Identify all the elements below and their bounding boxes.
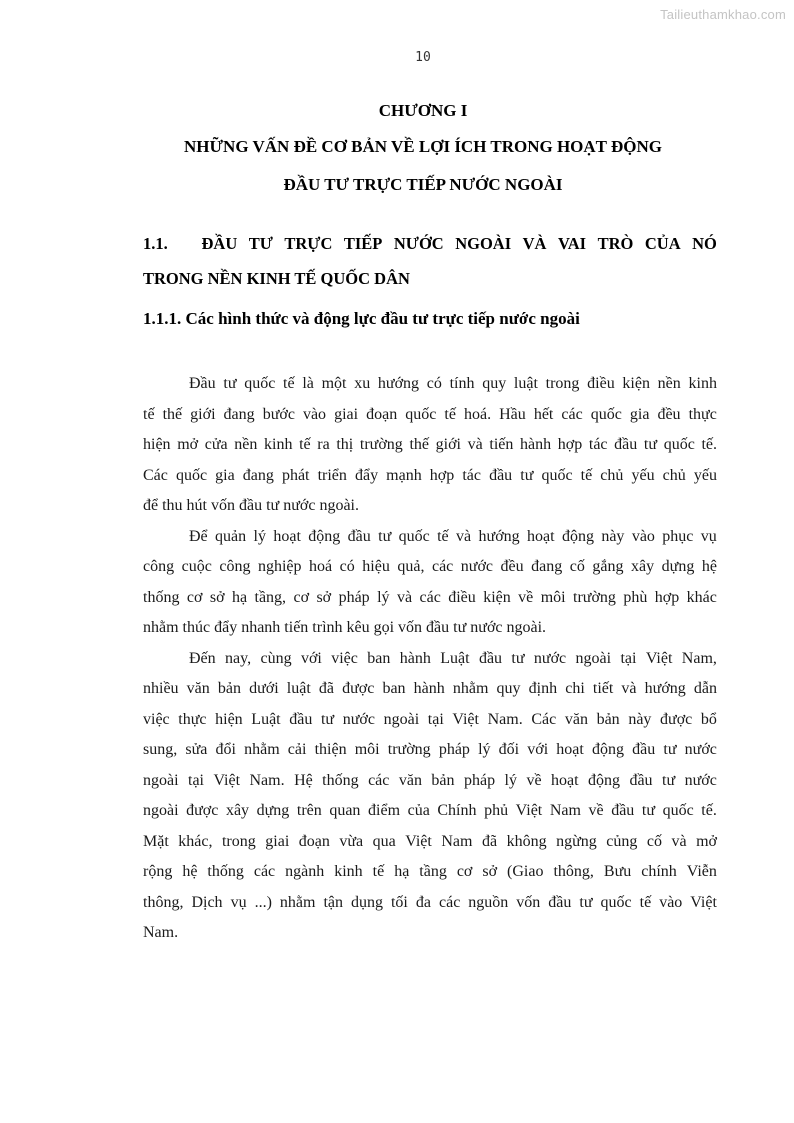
body-line: nhằm thúc đẩy nhanh tiến trình kêu gọi vốn đầu tư nước ngoài.	[143, 619, 547, 636]
section-1-heading-word: VAI	[557, 234, 587, 253]
body-line: thông, Dịch vụ ...) nhằm tận dụng tối đa các nguồn vốn đầu tư quốc tế vào Việt	[143, 893, 717, 911]
body-line: việc thực hiện Luật đầu tư nước ngoài tại Việt Nam. Các văn bản này được bổ	[143, 710, 717, 728]
section-1-heading-line1	[143, 226, 717, 261]
body-line: Mặt khác, trong giai đoạn vừa qua Việt Nam đã không ngừng củng cố và mở	[143, 832, 717, 850]
section-1-heading-word: NGOÀI	[455, 234, 512, 253]
body-line: ngoài được xây dựng trên quan điểm của Chính phủ Việt Nam về đầu tư quốc tế.	[143, 802, 717, 819]
chapter-subtitle-line2: ĐẦU TƯ TRỰC TIẾP NƯỚC NGOÀI	[283, 175, 563, 194]
body-line: công cuộc công nghiệp hoá có hiệu quả, các nước đều đang cố gắng xây dựng hệ	[143, 558, 717, 575]
section-1-heading-word: TIẾP	[343, 234, 383, 253]
body-line: ngoài tại Việt Nam. Hệ thống các văn bản pháp lý về hoạt động đầu tư nước	[143, 771, 717, 789]
section-1-number: 1.1.	[143, 234, 168, 253]
section-1-heading-word: ĐẦU	[201, 234, 238, 253]
chapter-title: CHƯƠNG I	[378, 101, 468, 120]
section-1-heading-word: TRÒ	[597, 234, 634, 253]
body-line: tế thế giới đang bước vào giai đoạn quốc tế hoá. Hầu hết các quốc gia đều thực	[143, 405, 717, 423]
body-line: sung, sửa đổi nhằm cải thiện môi trường pháp lý đối với hoạt động đầu tư nước	[143, 741, 717, 758]
body-line: Đến nay, cùng với việc ban hành Luật đầu tư nước ngoài tại Việt Nam,	[189, 649, 717, 667]
section-1-heading-word: NÓ	[692, 234, 717, 253]
chapter-subtitle-line1: NHỮNG VẤN ĐỀ CƠ BẢN VỀ LỢI ÍCH TRONG HOẠT ĐỘNG	[184, 137, 662, 156]
section-1-heading-word: TRỰC	[284, 234, 333, 253]
body-line: Các quốc gia đang phát triển đẩy mạnh hợp tác đầu tư quốc tế chủ yếu chủ yếu	[143, 466, 717, 484]
page-number: 10	[415, 50, 431, 65]
section-1-heading	[143, 226, 717, 296]
body-line: thống cơ sở hạ tầng, cơ sở pháp lý và các điều kiện về môi trường phù hợp khác	[143, 588, 717, 606]
watermark-text: Tailieuthamkhao.com	[660, 7, 786, 22]
section-1-heading-word: TƯ	[248, 234, 273, 253]
section-1-heading-word: CỦA	[644, 234, 681, 253]
section-1-1-1-heading: 1.1.1. Các hình thức và động lực đầu tư trực tiếp nước ngoài	[143, 309, 580, 328]
body-line: nhiều văn bản dưới luật đã được ban hành nhằm quy định chi tiết và hướng dẫn	[143, 680, 717, 697]
body-line: rộng hệ thống các ngành kinh tế hạ tầng cơ sở (Giao thông, Bưu chính Viễn	[143, 863, 717, 880]
body-line: để thu hút vốn đầu tư nước ngoài.	[143, 497, 359, 514]
section-1-heading-word: VÀ	[522, 234, 547, 253]
body-line: Nam.	[143, 924, 179, 941]
body-line: Đầu tư quốc tế là một xu hướng có tính quy luật trong điều kiện nền kinh	[189, 375, 717, 392]
body-line: hiện mở cửa nền kinh tế ra thị trường thế giới và tiến hành hợp tác đầu tư quốc tế.	[143, 436, 717, 453]
section-1-heading-word: NƯỚC	[393, 234, 444, 253]
body-line: Để quản lý hoạt động đầu tư quốc tế và hướng hoạt động này vào phục vụ	[189, 527, 717, 545]
section-1-heading-line2: TRONG NỀN KINH TẾ QUỐC DÂN	[143, 269, 410, 288]
body-text	[143, 369, 717, 949]
